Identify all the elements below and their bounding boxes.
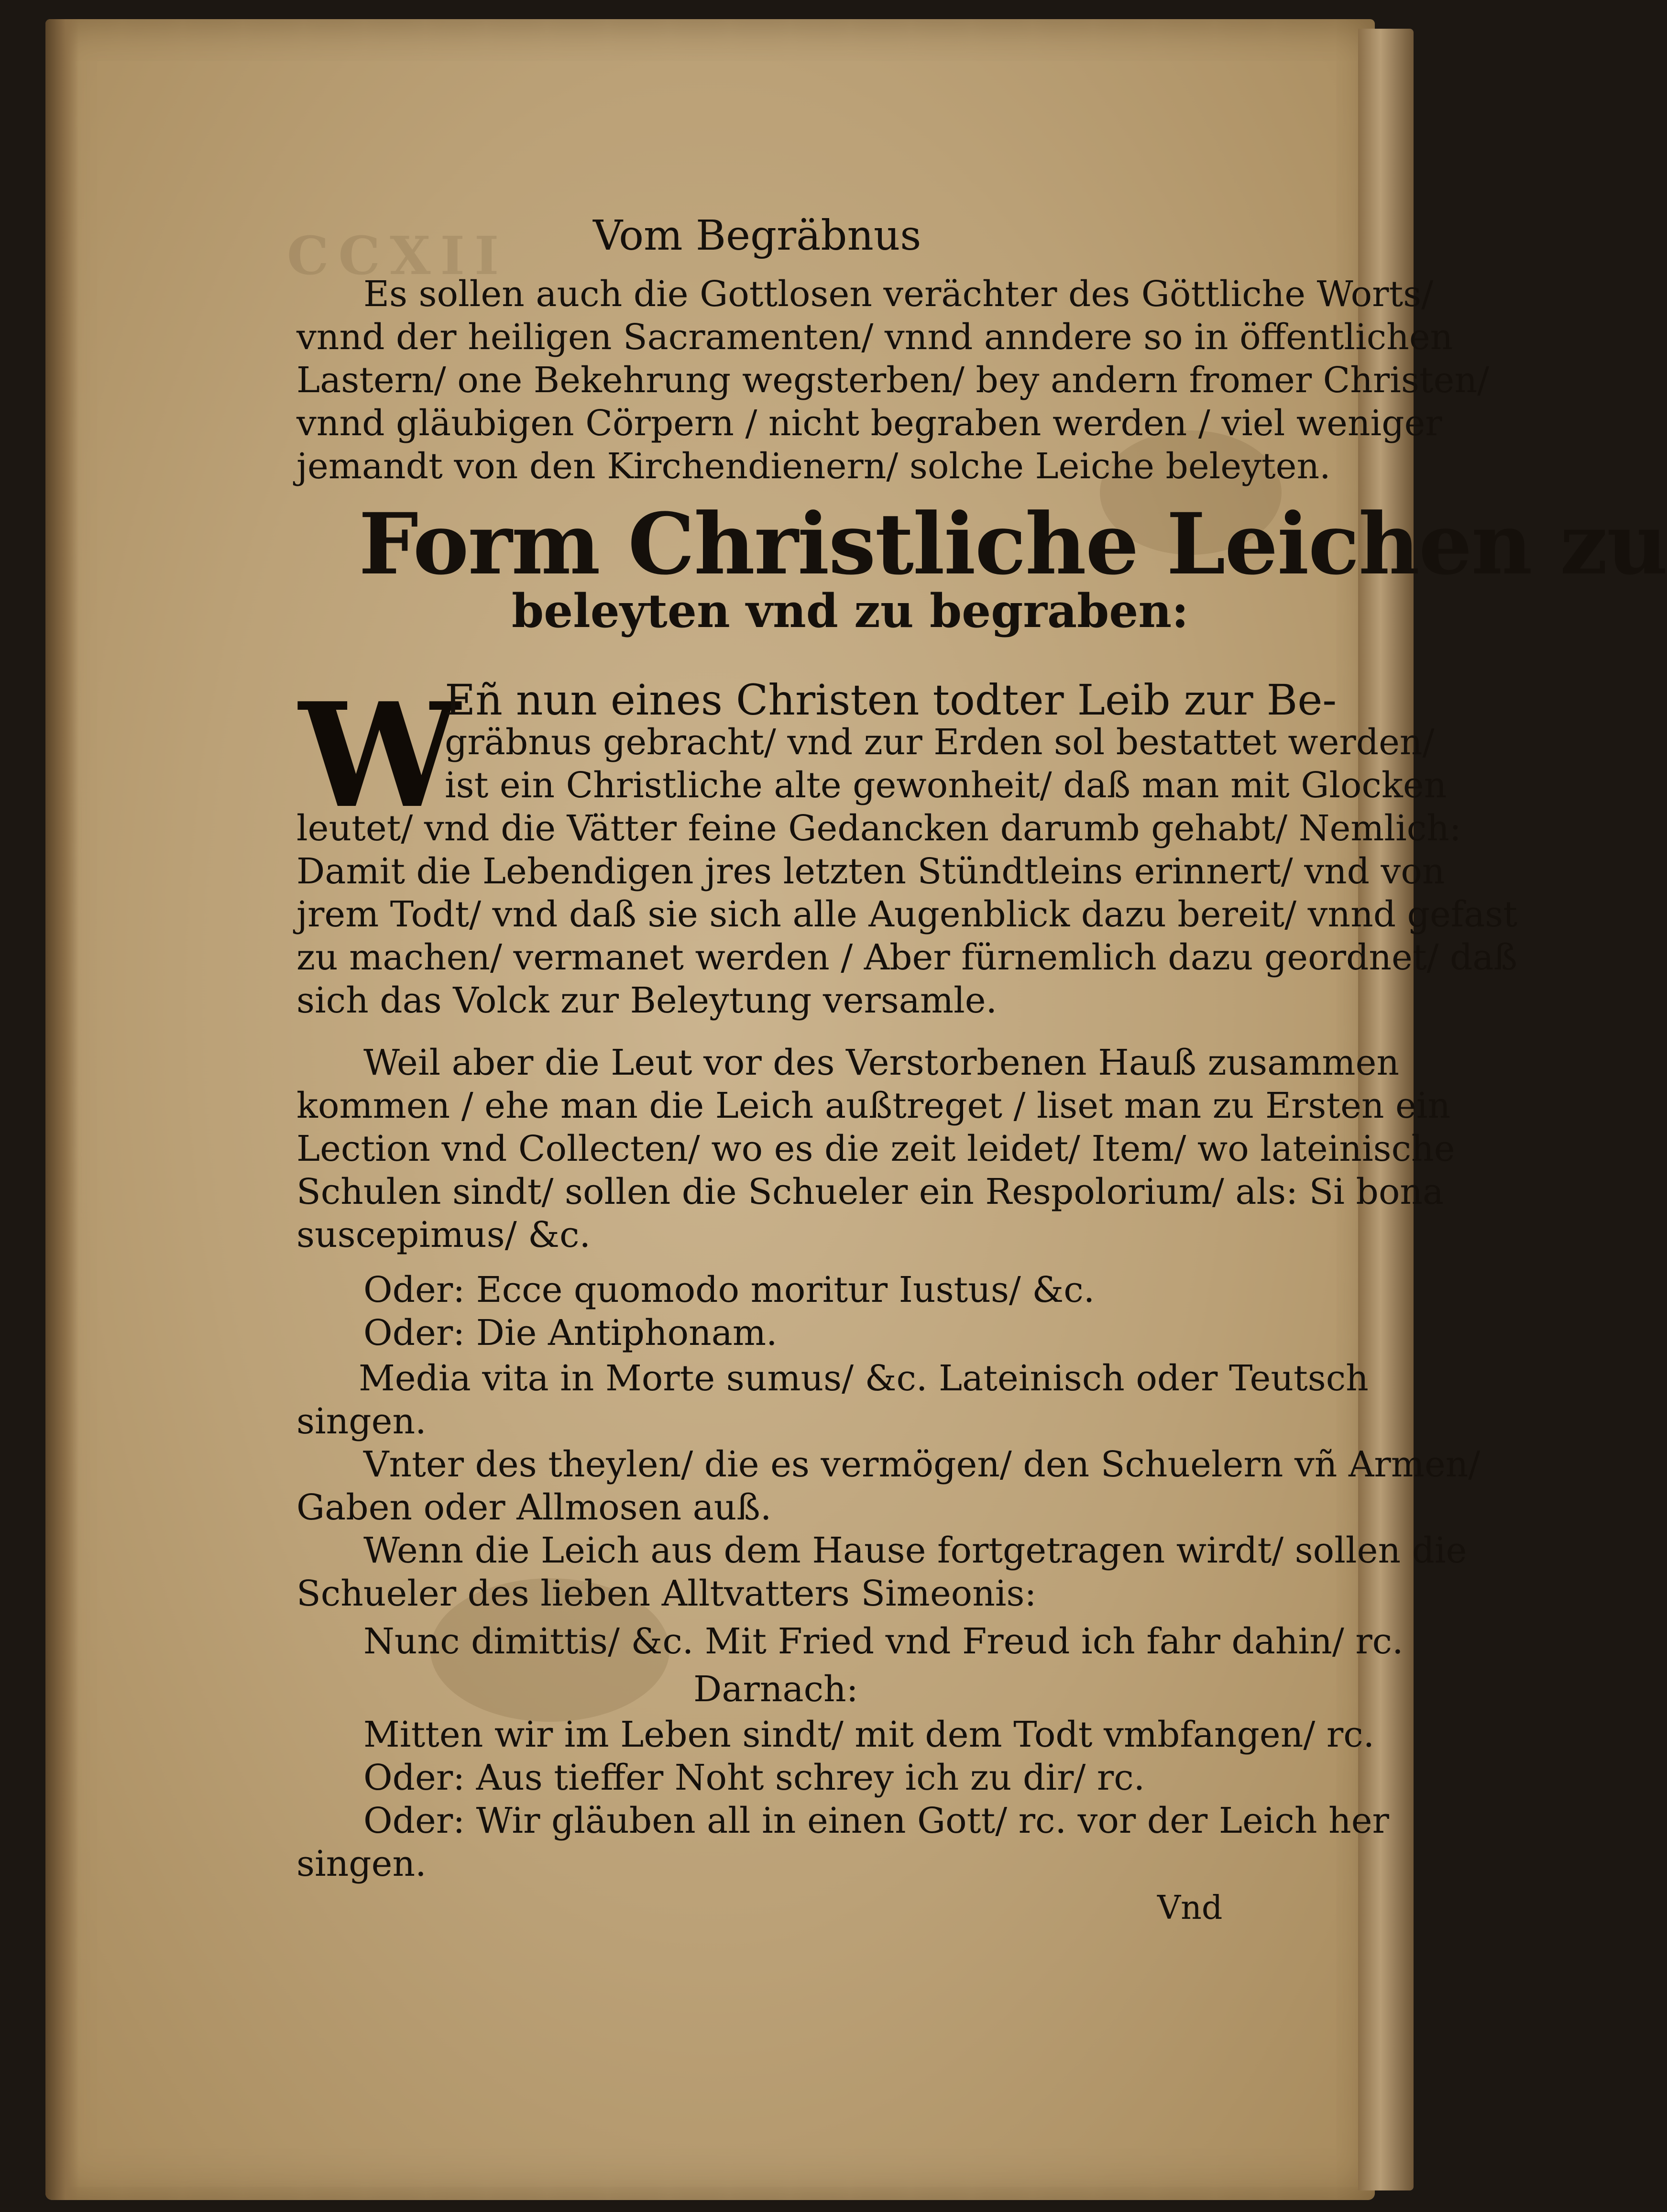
drop-cap-initial: W [299,671,460,840]
paragraph2-line: gräbnus gebracht/ vnd zur Erden sol bestattet werden/ [445,722,1435,763]
paragraph2-line: leutet/ vnd die Vätter feine Gedancken darumb gehabt/ Nemlich: [296,808,1461,849]
paragraph2-line: ist ein Christliche alte gewonheit/ daß man mit Glocken [445,765,1447,806]
darnach-heading: Darnach: [693,1669,858,1710]
show-through-page-number: CCXII [287,225,509,286]
media-vita-line: singen. [296,1401,427,1442]
paragraph1-line: Es sollen auch die Gottlosen verächter des Göttliche Worts/ [363,274,1434,315]
running-head: Vom Begräbnus [593,212,921,260]
hymn-line: singen. [296,1843,427,1884]
oder-line: Oder: Ecce quomodo moritur Iustus/ &c. [363,1269,1095,1310]
paragraph3-line: Lection vnd Collecten/ wo es die zeit leidet/ Item/ wo lateinische [296,1128,1455,1169]
section-subheading: beleyten vnd zu begraben: [512,584,1189,638]
paragraph1-line: Lastern/ one Bekehrung wegsterben/ bey andern fromer Christen/ [296,360,1490,401]
nunc-dimittis-line: Nunc dimittis/ &c. Mit Fried vnd Freud ich fahr dahin/ rc. [363,1621,1404,1662]
paragraph2-line: sich das Volck zur Beleytung versamle. [296,980,998,1021]
paragraph3-line: Weil aber die Leut vor des Verstorbenen Hauß zusammen [363,1042,1400,1083]
alms-line: Gaben oder Allmosen auß. [296,1487,772,1528]
paragraph2-line: jrem Todt/ vnd daß sie sich alle Augenblick dazu bereit/ vnnd gefast [296,894,1517,935]
paragraph2-line: Eñ nun eines Christen todter Leib zur Be- [445,675,1337,725]
paragraph3-line: Schulen sindt/ sollen die Schueler ein Respolorium/ als: Si bona [296,1171,1444,1212]
oder-line: Oder: Die Antiphonam. [363,1312,778,1354]
alms-line: Vnter des theylen/ die es vermögen/ den Schuelern vñ Armen/ [363,1444,1481,1485]
paragraph3-line: suscepimus/ &c. [296,1214,591,1255]
media-vita-line: Media vita in Morte sumus/ &c. Lateinisch oder Teutsch [359,1358,1369,1399]
hymn-line: Oder: Wir gläuben all in einen Gott/ rc. vor der Leich her [363,1800,1389,1841]
catchword: Vnd [1157,1889,1223,1927]
paragraph1-line: vnnd gläubigen Cörpern / nicht begraben werden / viel weniger [296,403,1442,444]
page-gutter [45,19,79,2200]
section-heading: Form Christliche Leichen zu [359,495,1667,594]
paragraph3-line: kommen / ehe man die Leich außtreget / liset man zu Ersten ein [296,1085,1451,1126]
hymn-line: Oder: Aus tieffer Noht schrey ich zu dir/ rc. [363,1757,1145,1798]
paragraph2-line: zu machen/ vermanet werden / Aber fürnemlich dazu geordnet/ daß [296,937,1517,978]
hymn-line: Mitten wir im Leben sindt/ mit dem Todt vmbfangen/ rc. [363,1714,1375,1755]
procession-line: Schueler des lieben Alltvatters Simeonis: [296,1573,1037,1614]
paragraph2-line: Damit die Lebendigen jres letzten Stündtleins erinnert/ vnd von [296,851,1445,892]
paragraph1-line: vnnd der heiligen Sacramenten/ vnnd anndere so in öffentlichen [296,317,1453,358]
paragraph1-line: jemandt von den Kirchendienern/ solche Leiche beleyten. [296,446,1331,487]
procession-line: Wenn die Leich aus dem Hause fortgetragen wirdt/ sollen die [363,1530,1467,1571]
